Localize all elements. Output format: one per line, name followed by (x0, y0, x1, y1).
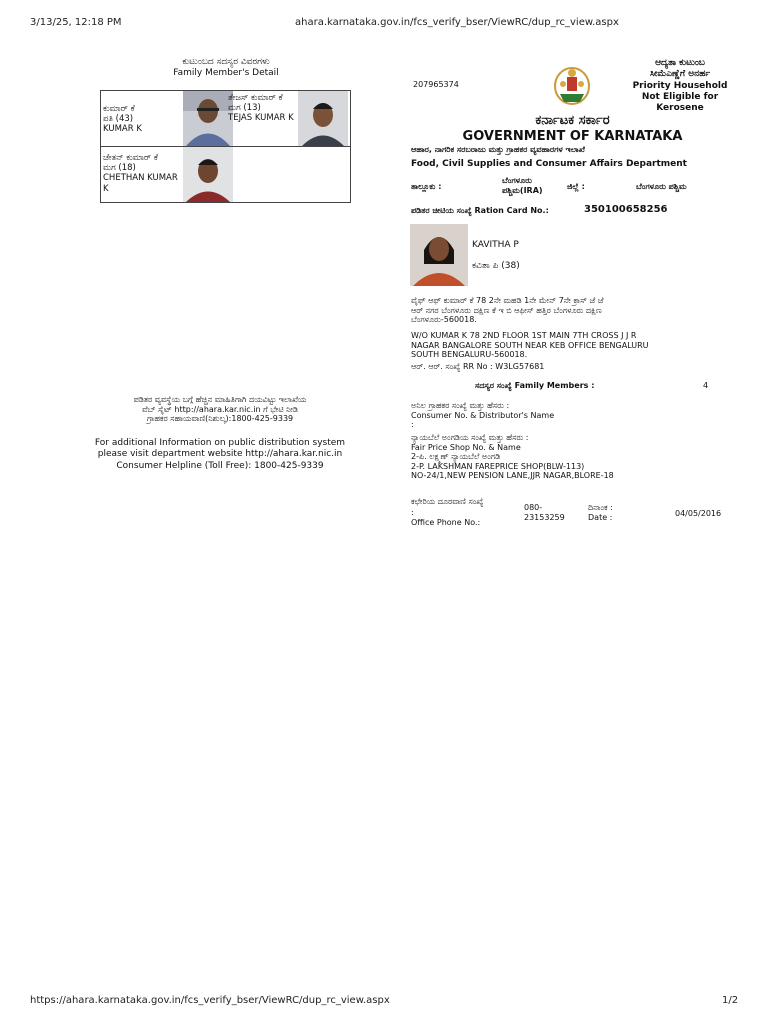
member-info (103, 104, 181, 135)
rr-number: ಆರ್. ಆರ್. ಸಂಖ್ಯೆ RR No : W3LG57681 (411, 362, 545, 371)
fps-address: NO-24/1,NEW PENSION LANE,JJR NAGAR,BLORE-18 (411, 471, 614, 481)
office-phone-value-line-1: 080- (524, 503, 543, 512)
info-kn-line-3: ಗ್ರಾಹಕರ ಸಹಾಯವಾಣಿ(ನಿಶುಲ್ಕ):1800-425-9339 (146, 414, 294, 424)
consumer-label-kn: ಅನಿಲ ಗ್ರಾಹಕರ ಸಂಖ್ಯೆ ಮತ್ತು ಹೆಸರು : (411, 401, 510, 410)
member-cell (101, 147, 226, 203)
card-serial-number: 207965374 (413, 80, 459, 89)
card-holder-name-en: KAVITHA P (472, 240, 519, 250)
info-kn-line-2: ವೆಬ್ ಸೈಟ್ http://ahara.kar.nic.in ಗೆ ಭೇಟಿ ನೀಡಿ (142, 404, 298, 414)
office-phone-value-line-2: 23153259 (524, 512, 565, 522)
category-en-1: Priority Household (632, 80, 728, 91)
info-en-line-3: Consumer Helpline (Toll Free): 1800-425-9339 (116, 460, 324, 471)
member-relation: ಮಗ (18) (103, 163, 136, 174)
date-value: 04/05/2016 (675, 509, 722, 518)
address-en-line-3: SOUTH BENGALURU-560018. (411, 350, 528, 360)
government-title-en: GOVERNMENT OF KARNATAKA (462, 129, 683, 144)
member-info (228, 93, 306, 124)
member-name-kn: ತೇಜಸ್ ಕುಮಾರ್ ಕೆ (228, 93, 283, 103)
member-info (103, 153, 181, 194)
family-detail-title-en: Family Member's Detail (173, 68, 279, 78)
member-name-en: CHETHAN KUMAR K (103, 173, 178, 194)
address-kn-line-2: ಆರ್ ನಗರ ಬೆಂಗಳೂರು ದಕ್ಷಿಣ ಕೆ ಇ ಬಿ ಆಫೀಸ್ ಹತ್ತಿರ ಬೆಂಗಳೂರು ದಕ್ಷಿಣ (411, 305, 602, 315)
print-url-footer[interactable]: https://ahara.karnataka.gov.in/fcs_verify_bser/ViewRC/dup_rc_view.aspx (30, 995, 390, 1006)
print-url-header: ahara.karnataka.gov.in/fcs_verify_bser/ViewRC/dup_rc_view.aspx (295, 17, 619, 28)
ration-card-number: 350100658256 (584, 204, 668, 215)
consumer-section (411, 401, 554, 430)
fps-label-kn: ನ್ಯಾಯಬೆಲೆ ಅಂಗಡಿಯ ಸಂಖ್ಯೆ ಮತ್ತು ಹೆಸರು : (411, 433, 529, 442)
taluk-label: ತಾಲ್ಲೂಕು : (411, 182, 442, 191)
date-label-en: Date : (588, 512, 613, 522)
card-holder-name-kn: ಕವಿತಾ ಪಿ (38) (472, 261, 520, 271)
family-members-count: 4 (703, 381, 709, 390)
member-name-kn: ಕುಮಾರ್ ಕೆ (103, 104, 135, 114)
fps-value-en: 2-P. LAKSHMAN FAREPRICE SHOP(BLW-113) (411, 461, 585, 471)
address-kn-line-3: ಬೆಂಗಳೂರು-560018. (411, 315, 477, 325)
fair-price-shop-section (411, 433, 614, 481)
family-members-label: ಸದಸ್ಯರ ಸಂಖ್ಯೆ Family Members : (475, 381, 595, 390)
member-name-kn: ಚೇತನ್ ಕುಮಾರ್ ಕೆ (103, 153, 159, 163)
family-detail-title-kn: ಕುಟುಂಬದ ಸದಸ್ಯರ ವಿವರಗಳು (182, 57, 270, 67)
department-en: Food, Civil Supplies and Consumer Affairs Department (411, 159, 687, 169)
taluk-value (502, 176, 543, 195)
member-photo (298, 91, 348, 146)
member-name-en: KUMAR K (103, 124, 142, 135)
district-value: ಬೆಂಗಳೂರು ಪಶ್ಚಿಮ (636, 182, 687, 191)
info-en (70, 438, 370, 472)
office-phone-label-kn: ಕಛೇರಿಯ ದೂರವಾಣಿ ಸಂಖ್ಯೆ (411, 497, 484, 506)
empty-cell (226, 147, 351, 203)
office-phone-label-en: Office Phone No.: (411, 518, 481, 527)
office-phone-value (524, 503, 565, 522)
consumer-value: : (411, 420, 414, 430)
ration-card-label: ಪಡಿತರ ಚೀಟಿಯ ಸಂಖ್ಯೆ Ration Card No.: (411, 206, 549, 215)
taluk-value-line-2: ಪಶ್ಚಿಮ(IRA) (502, 185, 543, 195)
consumer-label-en: Consumer No. & Distributor's Name (411, 410, 555, 420)
address-en-line-1: W/O KUMAR K 78 2ND FLOOR 1ST MAIN 7TH CROSS J J R (411, 331, 637, 340)
category-en-2: Not Eligible for (641, 91, 719, 102)
print-page-number: 1/2 (722, 995, 739, 1006)
karnataka-emblem-icon (552, 64, 592, 106)
address-en-line-2: NAGAR BANGALORE SOUTH NEAR KEB OFFICE BENGALURU (411, 340, 649, 350)
info-kn-line-1: ಪಡಿತರ ವ್ಯವಸ್ಥೆಯ ಬಗ್ಗೆ ಹೆಚ್ಚಿನ ಮಾಹಿತಿಗಾಗಿ ದಯವಿಟ್ಟು ಇಲಾಖೆಯ (133, 395, 307, 404)
info-en-line-2: please visit department website http://ahara.kar.nic.in (97, 449, 343, 460)
taluk-value-line-1: ಬೆಂಗಳೂರು (502, 176, 532, 185)
fps-value-kn: 2-ಪಿ. ಲಕ್ಷ್ಮಣ್ ನ್ಯಾಯಬೆಲೆ ಅಂಗಡಿ (411, 452, 501, 462)
family-member-table (100, 90, 351, 203)
category-en-3: Kerosene (656, 103, 704, 113)
office-phone-colon: : (411, 508, 414, 517)
category-kn-2: ಸೀಮೆಎಣ್ಣೆಗೆ ಅನರ್ಹ (649, 69, 711, 80)
info-en-line-1: For additional Information on public distribution system (94, 438, 346, 448)
date-label-kn: ದಿನಾಂಕ : (588, 503, 613, 512)
district-label: ಜಿಲ್ಲೆ : (567, 182, 585, 191)
address-kn-line-1: ವೈಫ್ ಆಫ್ ಕುಮಾರ್ ಕೆ 78 2ನೇ ಮಹಡಿ 1ನೇ ಮೇನ್ 7ನೇ ಕ್ರಾಸ್ ಜೆ ಜೆ (411, 296, 604, 305)
print-timestamp: 3/13/25, 12:18 PM (30, 17, 122, 28)
government-title-kn: ಕರ್ನಾಟಕ ಸರ್ಕಾರ (535, 113, 610, 128)
department-kn: ಆಹಾರ, ನಾಗರಿಕ ಸರಬರಾಜು ಮತ್ತು ಗ್ರಾಹಕರ ವ್ಯವಹಾರಗಳ ಇಲಾಖೆ (411, 145, 585, 154)
fps-label-en: Fair Price Shop No. & Name (411, 442, 521, 452)
card-holder-photo (410, 224, 468, 286)
address-kn (411, 296, 691, 325)
member-relation: ಮಗ (13) (228, 103, 261, 114)
member-relation: ಪತಿ (43) (103, 114, 134, 125)
member-cell (101, 91, 226, 147)
member-cell (226, 91, 351, 147)
info-kn (70, 395, 370, 424)
address-en (411, 331, 696, 360)
category-kn-1: ಆದ್ಯತಾ ಕುಟುಂಬ (655, 58, 705, 68)
date-label (588, 503, 613, 522)
member-name-en: TEJAS KUMAR K (228, 113, 294, 124)
card-category (625, 58, 735, 114)
